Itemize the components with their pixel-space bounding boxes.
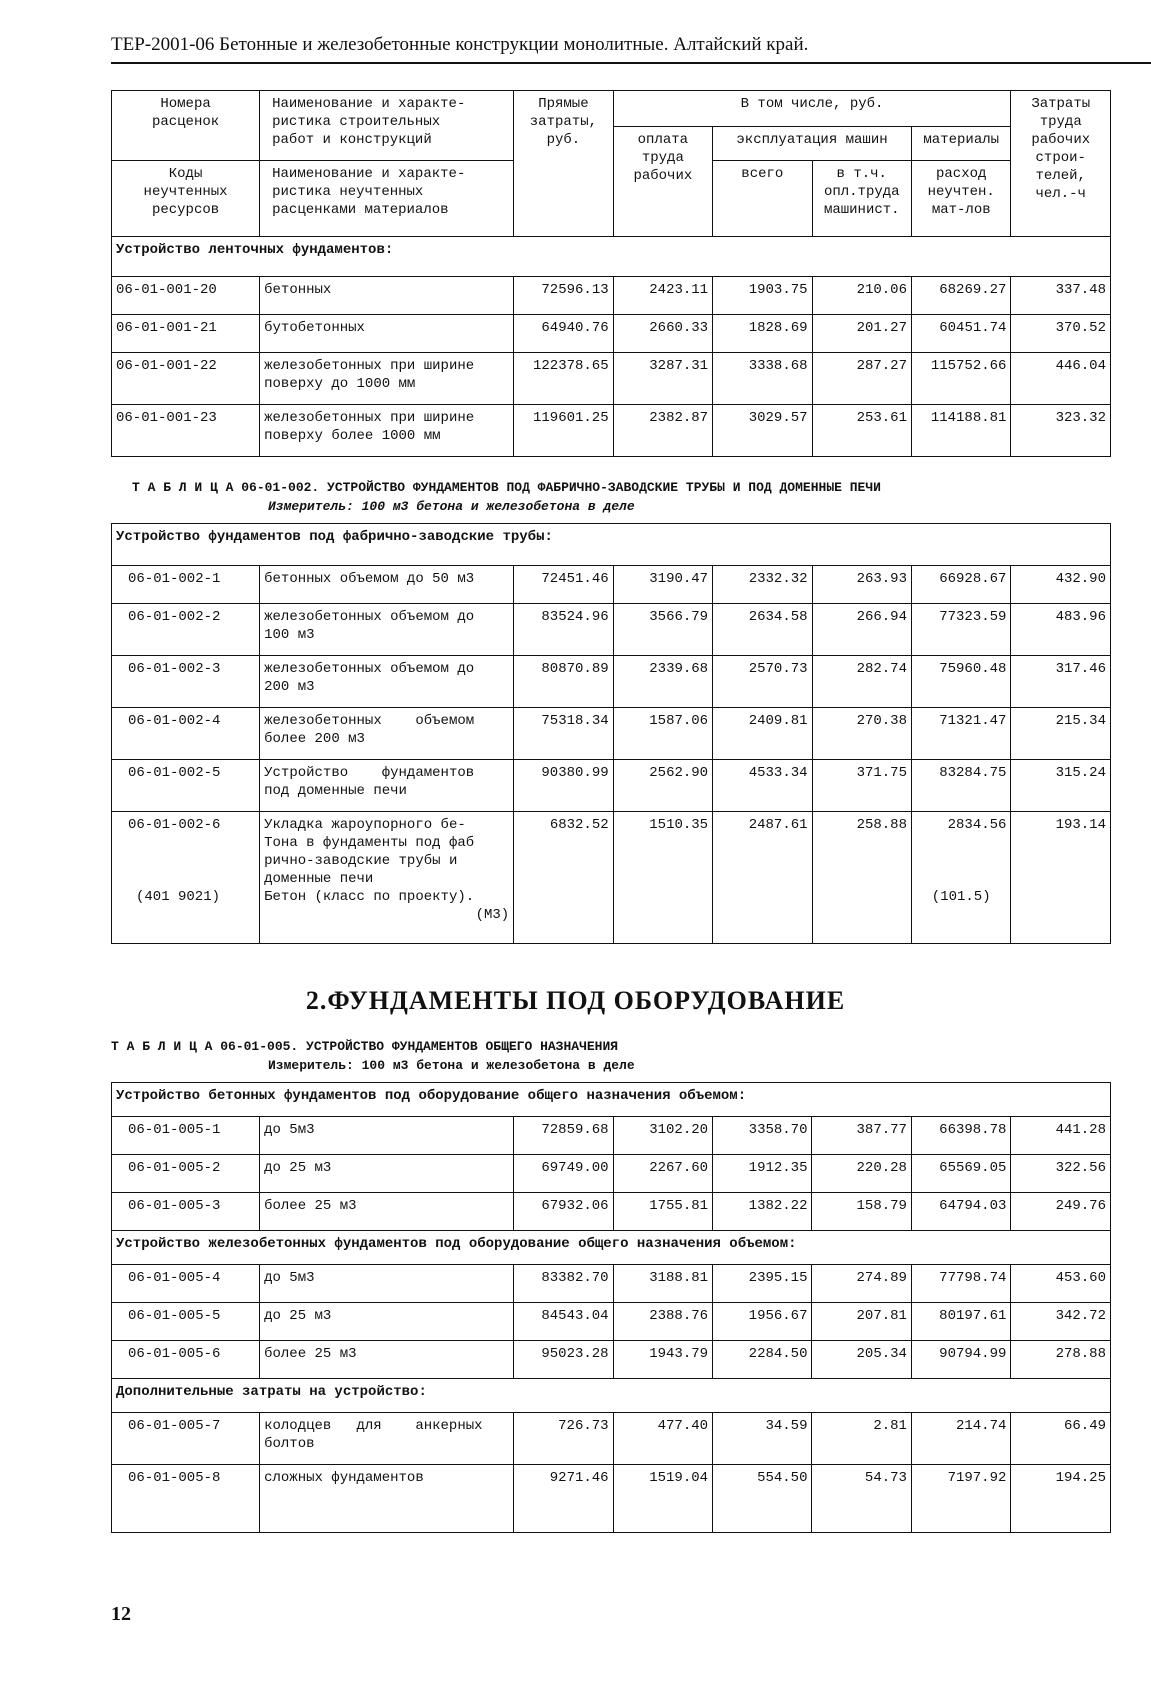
operator-pay: 220.28 [812,1155,911,1193]
machines-total: 1956.67 [713,1303,812,1341]
operator-pay: 387.77 [812,1117,911,1155]
operator-pay: 263.93 [812,566,911,604]
work-name-line: до 25 м3 [264,1308,332,1324]
table-row [112,656,1111,708]
work-name [260,1117,514,1155]
operator-pay: 158.79 [812,1193,911,1231]
header-material-consumption: расход неучтен. мат-лов [911,161,1010,237]
material-consumption: 90794.99 [911,1341,1010,1379]
worker-pay: 2382.87 [613,405,712,457]
work-name-line: бутобетонных [264,320,365,336]
table-row [112,812,1111,944]
rate-code: 06-01-001-22 [112,353,260,405]
work-name: Укладка жароупорного бе- Тона в фундаменты под фаб рично-заводские трубы и доменные печи Бетон (класс по проекту). (М3) [260,812,514,944]
worker-pay: 3102.20 [613,1117,712,1155]
work-name-line: железобетонных объемом до [264,609,475,625]
material-consumption: 115752.66 [911,353,1010,405]
work-name [260,566,514,604]
work-name [260,277,514,315]
rate-code: 06-01-001-20 [112,277,260,315]
worker-pay: 477.40 [613,1413,712,1465]
worker-pay: 1519.04 [613,1465,712,1533]
labor-costs: 317.46 [1011,656,1111,708]
worker-pay: 2660.33 [613,315,712,353]
material-name: Бетон (класс по проекту). [264,889,475,905]
rate-code: 06-01-005-8 [112,1465,260,1533]
rate-code: 06-01-002-1 [112,566,260,604]
labor-costs: 483.96 [1011,604,1111,656]
header-material-name: Наименование и характе- ристика неучтенных расценками материалов [260,161,514,237]
work-name [260,353,514,405]
material-consumption: 66928.67 [911,566,1010,604]
work-name [260,405,514,457]
rate-code: 06-01-005-4 [112,1265,260,1303]
work-name-line: 100 м3 [264,627,315,643]
machines-total: 1382.22 [713,1193,812,1231]
rate-code: 06-01-002-6 (401 9021) [112,812,260,944]
direct-costs: 83382.70 [514,1265,613,1303]
machines-total: 2634.58 [713,604,812,656]
header-labor-costs: Затраты труда рабочих строи- телей, чел.-ч [1011,91,1111,237]
worker-pay: 2339.68 [613,656,712,708]
work-name-line: поверху до 1000 мм [264,376,416,392]
work-name-line: колодцев для анкерных [264,1418,483,1434]
work-name-line: под доменные печи [264,783,407,799]
operator-pay: 274.89 [812,1265,911,1303]
material-consumption: 60451.74 [911,315,1010,353]
rate-code: 06-01-005-2 [112,1155,260,1193]
direct-costs: 83524.96 [514,604,613,656]
work-name-line: железобетонных объемом до [264,661,475,677]
worker-pay: 1943.79 [613,1341,712,1379]
machines-total: 1912.35 [713,1155,812,1193]
header-rate-number: Номера расценок [112,91,260,161]
work-name-line: до 5м3 [264,1122,315,1138]
header-direct-costs: Прямые затраты, руб. [514,91,613,237]
operator-pay: 201.27 [812,315,911,353]
table-row [112,1193,1111,1231]
section-2-title: 2.ФУНДАМЕНТЫ ПОД ОБОРУДОВАНИЕ [305,986,846,1015]
direct-costs: 75318.34 [514,708,613,760]
material-consumption: 71321.47 [911,708,1010,760]
material-consumption: 68269.27 [911,277,1010,315]
section-row [112,1231,1111,1265]
work-name-line: железобетонных объемом [264,713,475,729]
labor-costs: 337.48 [1011,277,1111,315]
table-row [112,1117,1111,1155]
work-name-line: железобетонных при ширине [264,358,475,374]
material-consumption: 2834.56 (101.5) [911,812,1010,944]
work-name [260,656,514,708]
table-row [112,1341,1111,1379]
page-header-title: ТЕР-2001-06 Бетонные и железобетонные конструкции монолитные. Алтайский край. [111,34,809,55]
page-header [111,34,1151,64]
work-name-line: более 25 м3 [264,1198,357,1214]
header-resource-codes: Коды неучтенных ресурсов [112,161,260,237]
direct-costs: 119601.25 [514,405,613,457]
machines-total: 2284.50 [713,1341,812,1379]
labor-costs: 370.52 [1011,315,1111,353]
table-unit: Измеритель: 100 м3 бетона и железобетона в деле [268,1058,635,1073]
work-name [260,1341,514,1379]
machines-total: 2487.61 [713,812,812,944]
table-06-01-002 [111,523,1111,944]
labor-costs: 215.34 [1011,708,1111,760]
work-name-line: поверху более 1000 мм [264,428,441,444]
material-consumption: 77323.59 [911,604,1010,656]
worker-pay: 2267.60 [613,1155,712,1193]
direct-costs: 69749.00 [514,1155,613,1193]
table-body [112,277,1111,457]
machines-total: 2409.81 [713,708,812,760]
labor-costs: 432.90 [1011,566,1111,604]
table-row [112,566,1111,604]
labor-costs: 249.76 [1011,1193,1111,1231]
direct-costs: 122378.65 [514,353,613,405]
table-row [112,353,1111,405]
rate-code: 06-01-005-3 [112,1193,260,1231]
table-title: Т А Б Л И Ц А 06-01-005. УСТРОЙСТВО ФУНДАМЕНТОВ ОБЩЕГО НАЗНАЧЕНИЯ [111,1039,619,1054]
material-consumption: 7197.92 [911,1465,1010,1533]
work-name [260,708,514,760]
table-06-01-001 [111,90,1111,457]
labor-costs: 446.04 [1011,353,1111,405]
rate-code: 06-01-001-23 [112,405,260,457]
material-consumption: 64794.03 [911,1193,1010,1231]
rate-code: 06-01-002-3 [112,656,260,708]
direct-costs: 64940.76 [514,315,613,353]
section-title: Устройство фундаментов под фабрично-заводские трубы: [112,524,1111,566]
labor-costs: 322.56 [1011,1155,1111,1193]
rate-code: 06-01-002-5 [112,760,260,812]
labor-costs: 453.60 [1011,1265,1111,1303]
direct-costs: 726.73 [514,1413,613,1465]
direct-costs: 90380.99 [514,760,613,812]
direct-costs: 9271.46 [514,1465,613,1533]
material-quantity: (101.5) [931,889,991,905]
resource-code: (401 9021) [136,889,221,905]
table-06-01-002-caption [132,478,881,516]
material-consumption: 65569.05 [911,1155,1010,1193]
work-name [260,315,514,353]
operator-pay: 210.06 [812,277,911,315]
work-name-line: бетонных [264,282,332,298]
operator-pay: 54.73 [812,1465,911,1533]
work-name [260,1303,514,1341]
table-06-01-005-caption [111,1037,635,1075]
operator-pay: 266.94 [812,604,911,656]
work-name [260,1413,514,1465]
operator-pay: 282.74 [812,656,911,708]
work-name-line: до 5м3 [264,1270,315,1286]
header-machine-operation: эксплуатация машин [713,127,912,161]
work-name-line: Устройство фундаментов [264,765,475,781]
section-row [112,1083,1111,1117]
work-name-line: железобетонных при ширине [264,410,475,426]
table-row [112,1155,1111,1193]
table-row [112,277,1111,315]
rate-code: 06-01-005-5 [112,1303,260,1341]
table-06-01-005 [111,1082,1111,1533]
labor-costs: 194.25 [1011,1465,1111,1533]
labor-costs: 315.24 [1011,760,1111,812]
table-row [112,760,1111,812]
labor-costs: 441.28 [1011,1117,1111,1155]
rate-code: 06-01-002-2 [112,604,260,656]
material-consumption: 66398.78 [911,1117,1010,1155]
machines-total: 2332.32 [713,566,812,604]
material-consumption: 114188.81 [911,405,1010,457]
direct-costs: 95023.28 [514,1341,613,1379]
work-name-line: 200 м3 [264,679,315,695]
table-row [112,315,1111,353]
section-title: Устройство ленточных фундаментов: [112,237,1111,277]
machines-total: 2570.73 [713,656,812,708]
work-name-line: более 25 м3 [264,1346,357,1362]
direct-costs: 72451.46 [514,566,613,604]
section-title: Дополнительные затраты на устройство: [112,1379,1111,1413]
operator-pay: 2.81 [812,1413,911,1465]
rate-code: 06-01-005-6 [112,1341,260,1379]
page-number: 12 [111,1603,131,1625]
work-name-line: более 200 м3 [264,731,365,747]
material-unit: (М3) [475,907,510,923]
material-consumption: 75960.48 [911,656,1010,708]
operator-pay: 207.81 [812,1303,911,1341]
worker-pay: 3190.47 [613,566,712,604]
table-row [112,1303,1111,1341]
rate-code: 06-01-005-1 [112,1117,260,1155]
work-name [260,1265,514,1303]
table-row [112,1465,1111,1533]
machines-total: 3358.70 [713,1117,812,1155]
work-name [260,1193,514,1231]
material-consumption: 83284.75 [911,760,1010,812]
material-consumption: 77798.74 [911,1265,1010,1303]
direct-costs: 72596.13 [514,277,613,315]
operator-pay: 205.34 [812,1341,911,1379]
direct-costs: 80870.89 [514,656,613,708]
direct-costs: 84543.04 [514,1303,613,1341]
worker-pay: 2423.11 [613,277,712,315]
material-consumption: 80197.61 [911,1303,1010,1341]
machines-total: 1828.69 [713,315,812,353]
machines-total: 554.50 [713,1465,812,1533]
header-materials: материалы [911,127,1010,161]
machines-total: 4533.34 [713,760,812,812]
work-name-line: бетонных объемом до 50 м3 [264,571,475,587]
work-name-line: сложных фундаментов [264,1470,424,1486]
operator-pay: 258.88 [812,812,911,944]
table-title: Т А Б Л И Ц А 06-01-002. УСТРОЙСТВО ФУНДАМЕНТОВ ПОД ФАБРИЧНО-ЗАВОДСКИЕ ТРУБЫ И ПОД ДОМЕННЫЕ ПЕЧИ [132,480,881,495]
direct-costs: 6832.52 [514,812,613,944]
operator-pay: 270.38 [812,708,911,760]
table-row [112,405,1111,457]
machines-total: 1903.75 [713,277,812,315]
worker-pay: 3287.31 [613,353,712,405]
table-row [112,604,1111,656]
machines-total: 2395.15 [713,1265,812,1303]
header-operator-pay: в т.ч. опл.труда машинист. [812,161,911,237]
work-name [260,604,514,656]
worker-pay: 1510.35 [613,812,712,944]
header-worker-pay: оплата труда рабочих [613,127,712,237]
direct-costs: 67932.06 [514,1193,613,1231]
table-unit: Измеритель: 100 м3 бетона и железобетона в деле [268,499,635,514]
operator-pay: 287.27 [812,353,911,405]
table-body [112,566,1111,812]
labor-costs: 342.72 [1011,1303,1111,1341]
table-row [112,1265,1111,1303]
machines-total: 34.59 [713,1413,812,1465]
work-name [260,1465,514,1533]
table-row [112,1413,1111,1465]
worker-pay: 2562.90 [613,760,712,812]
section-title: Устройство железобетонных фундаментов под оборудование общего назначения объемом: [112,1231,1111,1265]
labor-costs: 66.49 [1011,1413,1111,1465]
header-including: В том числе, руб. [613,91,1011,127]
machines-total: 3338.68 [713,353,812,405]
rate-code: 06-01-005-7 [112,1413,260,1465]
work-name [260,760,514,812]
labor-costs: 278.88 [1011,1341,1111,1379]
machines-total: 3029.57 [713,405,812,457]
worker-pay: 3188.81 [613,1265,712,1303]
worker-pay: 2388.76 [613,1303,712,1341]
section-row [112,237,1111,277]
work-name-line: болтов [264,1436,315,1452]
table-body [112,1083,1111,1533]
work-name [260,1155,514,1193]
operator-pay: 253.61 [812,405,911,457]
section-row [112,1379,1111,1413]
section-title: Устройство бетонных фундаментов под оборудование общего назначения объемом: [112,1083,1111,1117]
labor-costs: 193.14 [1011,812,1111,944]
section-row [112,524,1111,566]
work-name-line: до 25 м3 [264,1160,332,1176]
rate-code: 06-01-002-4 [112,708,260,760]
worker-pay: 1755.81 [613,1193,712,1231]
rate-code: 06-01-001-21 [112,315,260,353]
worker-pay: 3566.79 [613,604,712,656]
header-work-name: Наименование и характе- ристика строительных работ и конструкций [260,91,514,161]
worker-pay: 1587.06 [613,708,712,760]
table-header-row-1 [112,91,1111,127]
header-machines-total: всего [713,161,812,237]
table-row [112,708,1111,760]
material-consumption: 214.74 [911,1413,1010,1465]
labor-costs: 323.32 [1011,405,1111,457]
direct-costs: 72859.68 [514,1117,613,1155]
operator-pay: 371.75 [812,760,911,812]
